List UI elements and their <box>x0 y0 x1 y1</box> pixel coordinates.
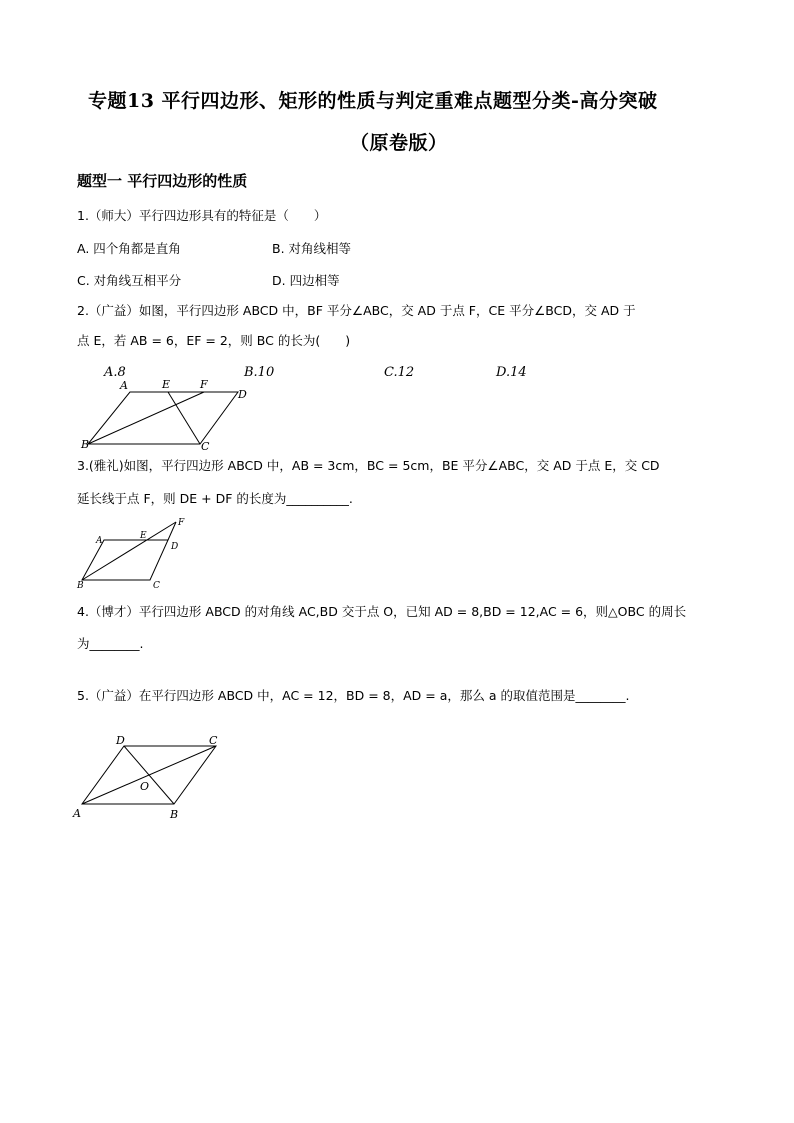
q4-line1: 4.（博才）平行四边形 ABCD 的对角线 AC,BD 交于点 O，已知 AD = 8,BD = 12,AC = 6，则△OBC 的周长 <box>77 604 687 619</box>
q3-label-d: D <box>171 542 179 552</box>
q1-option-a: A. 四个角都是直角 <box>77 241 181 256</box>
q2-segment-ce <box>168 392 200 444</box>
q3-label-a: A <box>96 536 103 546</box>
q2-figure <box>78 378 258 454</box>
q2-label-d: D <box>238 388 247 401</box>
q3-segment-bf <box>82 522 179 580</box>
q3-line2: 延长线于点 F，则 DE + DF 的长度为__________. <box>77 491 353 506</box>
section-heading: 题型一 平行四边形的性质 <box>77 172 248 190</box>
page-title: 专题13 平行四边形、矩形的性质与判定重难点题型分类-高分突破 <box>88 90 658 112</box>
q2-option-a: A.8 <box>104 365 126 380</box>
q1-option-b: B. 对角线相等 <box>272 241 352 256</box>
q4-line2: 为________. <box>77 636 144 651</box>
q3-line1: 3.(雅礼)如图，平行四边形 ABCD 中，AB = 3cm，BC = 5cm，BE 平分∠ABC，交 AD 于点 E，交 CD <box>77 458 660 473</box>
q5-line1: 5.（广益）在平行四边形 ABCD 中，AC = 12，BD = 8，AD = a，那么 a 的取值范围是________. <box>77 688 630 703</box>
q2-option-c: C.12 <box>384 365 415 380</box>
q1-stem: 1.（师大）平行四边形具有的特征是（ ） <box>77 208 327 223</box>
q2-segment-bf <box>88 392 204 444</box>
q3-label-e: E <box>140 531 147 541</box>
q5-label-d: D <box>116 734 125 747</box>
q5-label-c: C <box>209 734 218 747</box>
q2-line2: 点 E，若 AB = 6，EF = 2，则 BC 的长为( ) <box>77 333 351 348</box>
q3-figure <box>74 514 194 590</box>
q2-label-a: A <box>120 379 128 392</box>
q3-label-f: F <box>178 518 185 528</box>
q2-label-e: E <box>162 378 171 391</box>
q5-label-o: O <box>140 780 150 793</box>
q5-figure <box>70 732 230 824</box>
page-subtitle: （原卷版） <box>350 132 448 154</box>
q2-label-c: C <box>201 440 210 453</box>
q2-option-d: D.14 <box>496 365 527 380</box>
q2-parallelogram <box>88 392 238 444</box>
q3-label-c: C <box>153 581 160 590</box>
q3-label-b: B <box>77 581 84 590</box>
q5-label-b: B <box>170 808 179 821</box>
q2-label-f: F <box>200 378 208 391</box>
q2-label-b: B <box>81 438 90 451</box>
q3-parallelogram <box>82 540 168 580</box>
q2-option-b: B.10 <box>244 365 275 380</box>
q5-diagonal-bd <box>124 746 174 804</box>
q5-label-a: A <box>73 807 81 820</box>
q1-option-c: C. 对角线互相平分 <box>77 273 182 288</box>
q2-line1: 2.（广益）如图，平行四边形 ABCD 中，BF 平分∠ABC，交 AD 于点 F，CE 平分∠BCD，交 AD 于 <box>77 303 636 318</box>
q1-option-d: D. 四边相等 <box>272 273 340 288</box>
